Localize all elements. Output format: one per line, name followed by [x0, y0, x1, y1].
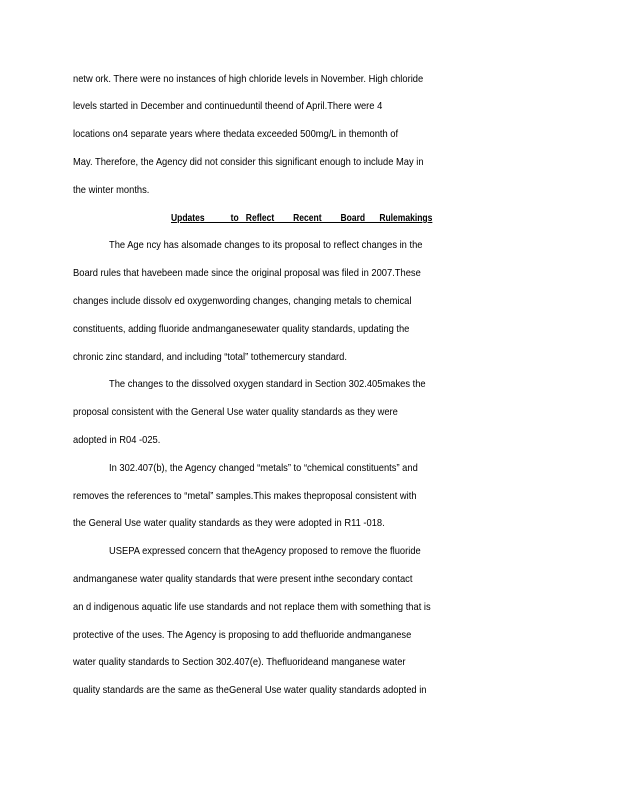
- text-line: quality standards are the same as theGeneral Use water quality standards adopted in: [73, 685, 427, 696]
- text-line: the General Use water quality standards as they were adopted in R11 -018.: [73, 518, 385, 529]
- text-line: changes include dissolv ed oxygenwording changes, changing metals to chemical: [73, 296, 412, 307]
- text-line: levels started in December and continueduntil theend of April.There were 4: [73, 101, 383, 112]
- text-line: water quality standards to Section 302.407(e). Thefluorideand manganese water: [73, 657, 406, 668]
- text-line: The Age ncy has alsomade changes to its proposal to reflect changes in the: [109, 240, 423, 251]
- text-line: May. Therefore, the Agency did not consider this significant enough to include May in: [73, 157, 424, 168]
- text-line: In 302.407(b), the Agency changed “metals” to “chemical constituents” and: [109, 463, 418, 474]
- text-line: USEPA expressed concern that theAgency proposed to remove the fluoride: [109, 546, 421, 557]
- text-line: Board rules that havebeen made since the original proposal was filed in 2007.These: [73, 268, 421, 279]
- text-line: an d indigenous aquatic life use standards and not replace them with something that is: [73, 602, 431, 613]
- text-line: the winter months.: [73, 185, 150, 196]
- section-heading: Updates to Reflect Recent Board Rulemakings: [171, 213, 433, 224]
- text-line: adopted in R04 -025.: [73, 435, 161, 446]
- text-line: removes the references to “metal” samples.This makes theproposal consistent with: [73, 491, 417, 502]
- text-line: proposal consistent with the General Use water quality standards as they were: [73, 407, 398, 418]
- text-line: locations on4 separate years where thedata exceeded 500mg/L in themonth of: [73, 129, 399, 140]
- text-line: constituents, adding fluoride andmanganesewater quality standards, updating the: [73, 324, 410, 335]
- text-line: netw ork. There were no instances of high chloride levels in November. High chloride: [73, 74, 424, 85]
- text-line: protective of the uses. The Agency is proposing to add thefluoride andmanganese: [73, 630, 412, 641]
- text-line: andmanganese water quality standards that were present inthe secondary contact: [73, 574, 413, 585]
- text-line: chronic zinc standard, and including “total” tothemercury standard.: [73, 352, 347, 363]
- text-line: The changes to the dissolved oxygen standard in Section 302.405makes the: [109, 379, 426, 390]
